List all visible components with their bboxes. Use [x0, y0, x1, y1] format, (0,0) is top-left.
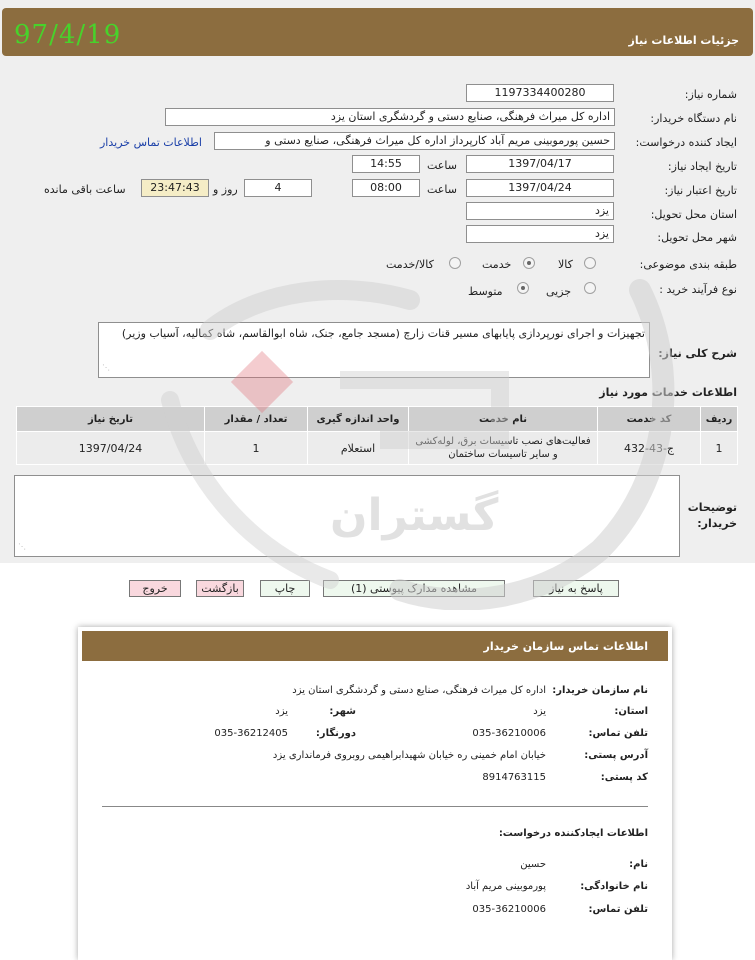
- contact-card-header: [82, 631, 668, 661]
- category-option-service: خدمت: [482, 258, 512, 271]
- address-value: خیابان امام خمینی ره خیابان شهیدابراهیمی روبروی فرمانداری یزد: [272, 750, 546, 761]
- category-radio-service[interactable]: [523, 257, 535, 269]
- fax-value: 035-36212405: [214, 728, 288, 739]
- city-value: یزد: [275, 706, 288, 717]
- cell-service-name: فعالیت‌های نصب تاسیسات برق، لوله‌کشی و سایر تاسیسات ساختمان: [409, 432, 598, 465]
- cell-unit: استعلام: [308, 432, 409, 465]
- need-number-label: شماره نیاز:: [684, 88, 737, 101]
- buyer-notes-label: توضیحات خریدار:: [687, 501, 737, 530]
- services-header-row: [17, 407, 738, 432]
- cell-row: 1: [701, 432, 738, 465]
- attachments-button[interactable]: مشاهده مدارک پیوستی (1): [323, 580, 505, 597]
- category-radio-goods-service[interactable]: [449, 257, 461, 269]
- validity-time-label: ساعت: [427, 183, 457, 196]
- col-service-name: نام خدمت: [409, 407, 598, 432]
- address-label: آدرس پستی:: [584, 750, 648, 761]
- phone-value: 035-36210006: [472, 728, 546, 739]
- family-label: نام خانوادگی:: [580, 881, 648, 892]
- creator-phone-value: 035-36210006: [472, 904, 546, 915]
- divider: [102, 806, 648, 807]
- created-time-field[interactable]: 14:55: [352, 155, 420, 173]
- province-label: استان محل تحویل:: [650, 208, 737, 221]
- col-service-code: کد خدمت: [598, 407, 701, 432]
- col-unit: واحد اندازه گیری: [308, 407, 409, 432]
- category-radio-goods[interactable]: [584, 257, 596, 269]
- back-button[interactable]: بازگشت: [196, 580, 244, 597]
- process-radio-medium[interactable]: [517, 282, 529, 294]
- resize-grip-icon[interactable]: ⋰: [18, 542, 26, 551]
- validity-date-field[interactable]: 1397/04/24: [466, 179, 614, 197]
- postal-value: 8914763115: [482, 772, 546, 783]
- process-label: نوع فرآیند خرید :: [659, 283, 737, 296]
- city-label: شهر محل تحویل:: [657, 231, 737, 244]
- contact-info-link[interactable]: اطلاعات تماس خریدار: [100, 136, 202, 149]
- page-title: جزئیات اطلاعات نیاز: [628, 34, 739, 47]
- description-label: شرح کلی نیاز:: [658, 347, 737, 360]
- creator-label: ایجاد کننده درخواست:: [635, 136, 737, 149]
- buyer-label: نام دستگاه خریدار:: [650, 112, 737, 125]
- print-button[interactable]: چاپ: [260, 580, 310, 597]
- created-time-label: ساعت: [427, 159, 457, 172]
- header-bar: [2, 8, 753, 56]
- reply-button[interactable]: پاسخ به نیاز: [533, 580, 619, 597]
- creator-phone-label: تلفن تماس:: [588, 904, 648, 915]
- province-label: استان:: [614, 706, 648, 717]
- days-field[interactable]: 4: [244, 179, 312, 197]
- province-value: یزد: [533, 706, 546, 717]
- validity-time-field[interactable]: 08:00: [352, 179, 420, 197]
- city-field[interactable]: یزد: [466, 225, 614, 243]
- process-option-minor: جزیی: [546, 285, 572, 298]
- family-value: پورموبینی مریم آباد: [465, 881, 546, 892]
- category-option-goods: کالا: [558, 258, 573, 271]
- org-label: نام سازمان خریدار:: [552, 685, 648, 696]
- remaining-time-field: 23:47:43: [141, 179, 209, 197]
- watermark-text: گستران: [330, 490, 499, 541]
- postal-label: کد پستی:: [600, 772, 648, 783]
- category-option-goods-service: کالا/خدمت: [386, 258, 434, 271]
- cell-need-date: 1397/04/24: [17, 432, 205, 465]
- description-textarea[interactable]: [98, 322, 650, 378]
- process-radio-minor[interactable]: [584, 282, 596, 294]
- table-row: [17, 432, 738, 465]
- buyer-notes-textarea[interactable]: [14, 475, 680, 557]
- days-label: روز و: [213, 183, 238, 196]
- date-stamp: 97/4/19: [14, 20, 122, 50]
- phone-label: تلفن تماس:: [588, 728, 648, 739]
- contact-card-title: اطلاعات تماس سازمان خریدار: [483, 640, 648, 653]
- province-field[interactable]: یزد: [466, 202, 614, 220]
- created-date-label: تاریخ ایجاد نیاز:: [667, 160, 737, 173]
- services-table: [16, 406, 738, 465]
- contact-card: [78, 627, 672, 960]
- process-option-medium: متوسط: [468, 285, 503, 298]
- cell-service-code: ج-43-432: [598, 432, 701, 465]
- creator-field[interactable]: حسین پورموبینی مریم آباد کارپرداز اداره کل میراث فرهنگی، صنایع دستی و: [214, 132, 615, 150]
- need-number-field[interactable]: 1197334400280: [466, 84, 614, 102]
- name-label: نام:: [629, 859, 648, 870]
- fax-label: دورنگار:: [315, 728, 356, 739]
- city-label: شهر:: [329, 706, 356, 717]
- name-value: حسین: [520, 859, 546, 870]
- col-need-date: تاریخ نیاز: [17, 407, 205, 432]
- org-value: اداره کل میراث فرهنگی، صنایع دستی و گردشگری استان یزد: [292, 685, 546, 696]
- exit-button[interactable]: خروج: [129, 580, 181, 597]
- description-text: تجهیزات و اجرای نورپردازی پایابهای مسیر قنات زارچ (مسجد جامع، جنک، شاه ابوالقاسم، شاه کمالیه، آسیاب وزیر): [121, 327, 645, 340]
- created-date-field[interactable]: 1397/04/17: [466, 155, 614, 173]
- creator-section-title: اطلاعات ایجادکننده درخواست:: [498, 828, 648, 839]
- buyer-field[interactable]: اداره کل میراث فرهنگی، صنایع دستی و گردشگری استان یزد: [165, 108, 615, 126]
- resize-grip-icon[interactable]: ⋰: [102, 363, 110, 372]
- validity-label: تاریخ اعتبار نیاز:: [664, 184, 737, 197]
- col-row: ردیف: [701, 407, 738, 432]
- col-quantity: تعداد / مقدار: [205, 407, 308, 432]
- cell-quantity: 1: [205, 432, 308, 465]
- remaining-label: ساعت باقی مانده: [44, 183, 126, 196]
- category-label: طبقه بندی موضوعی:: [639, 258, 737, 271]
- services-title: اطلاعات خدمات مورد نیاز: [599, 386, 737, 399]
